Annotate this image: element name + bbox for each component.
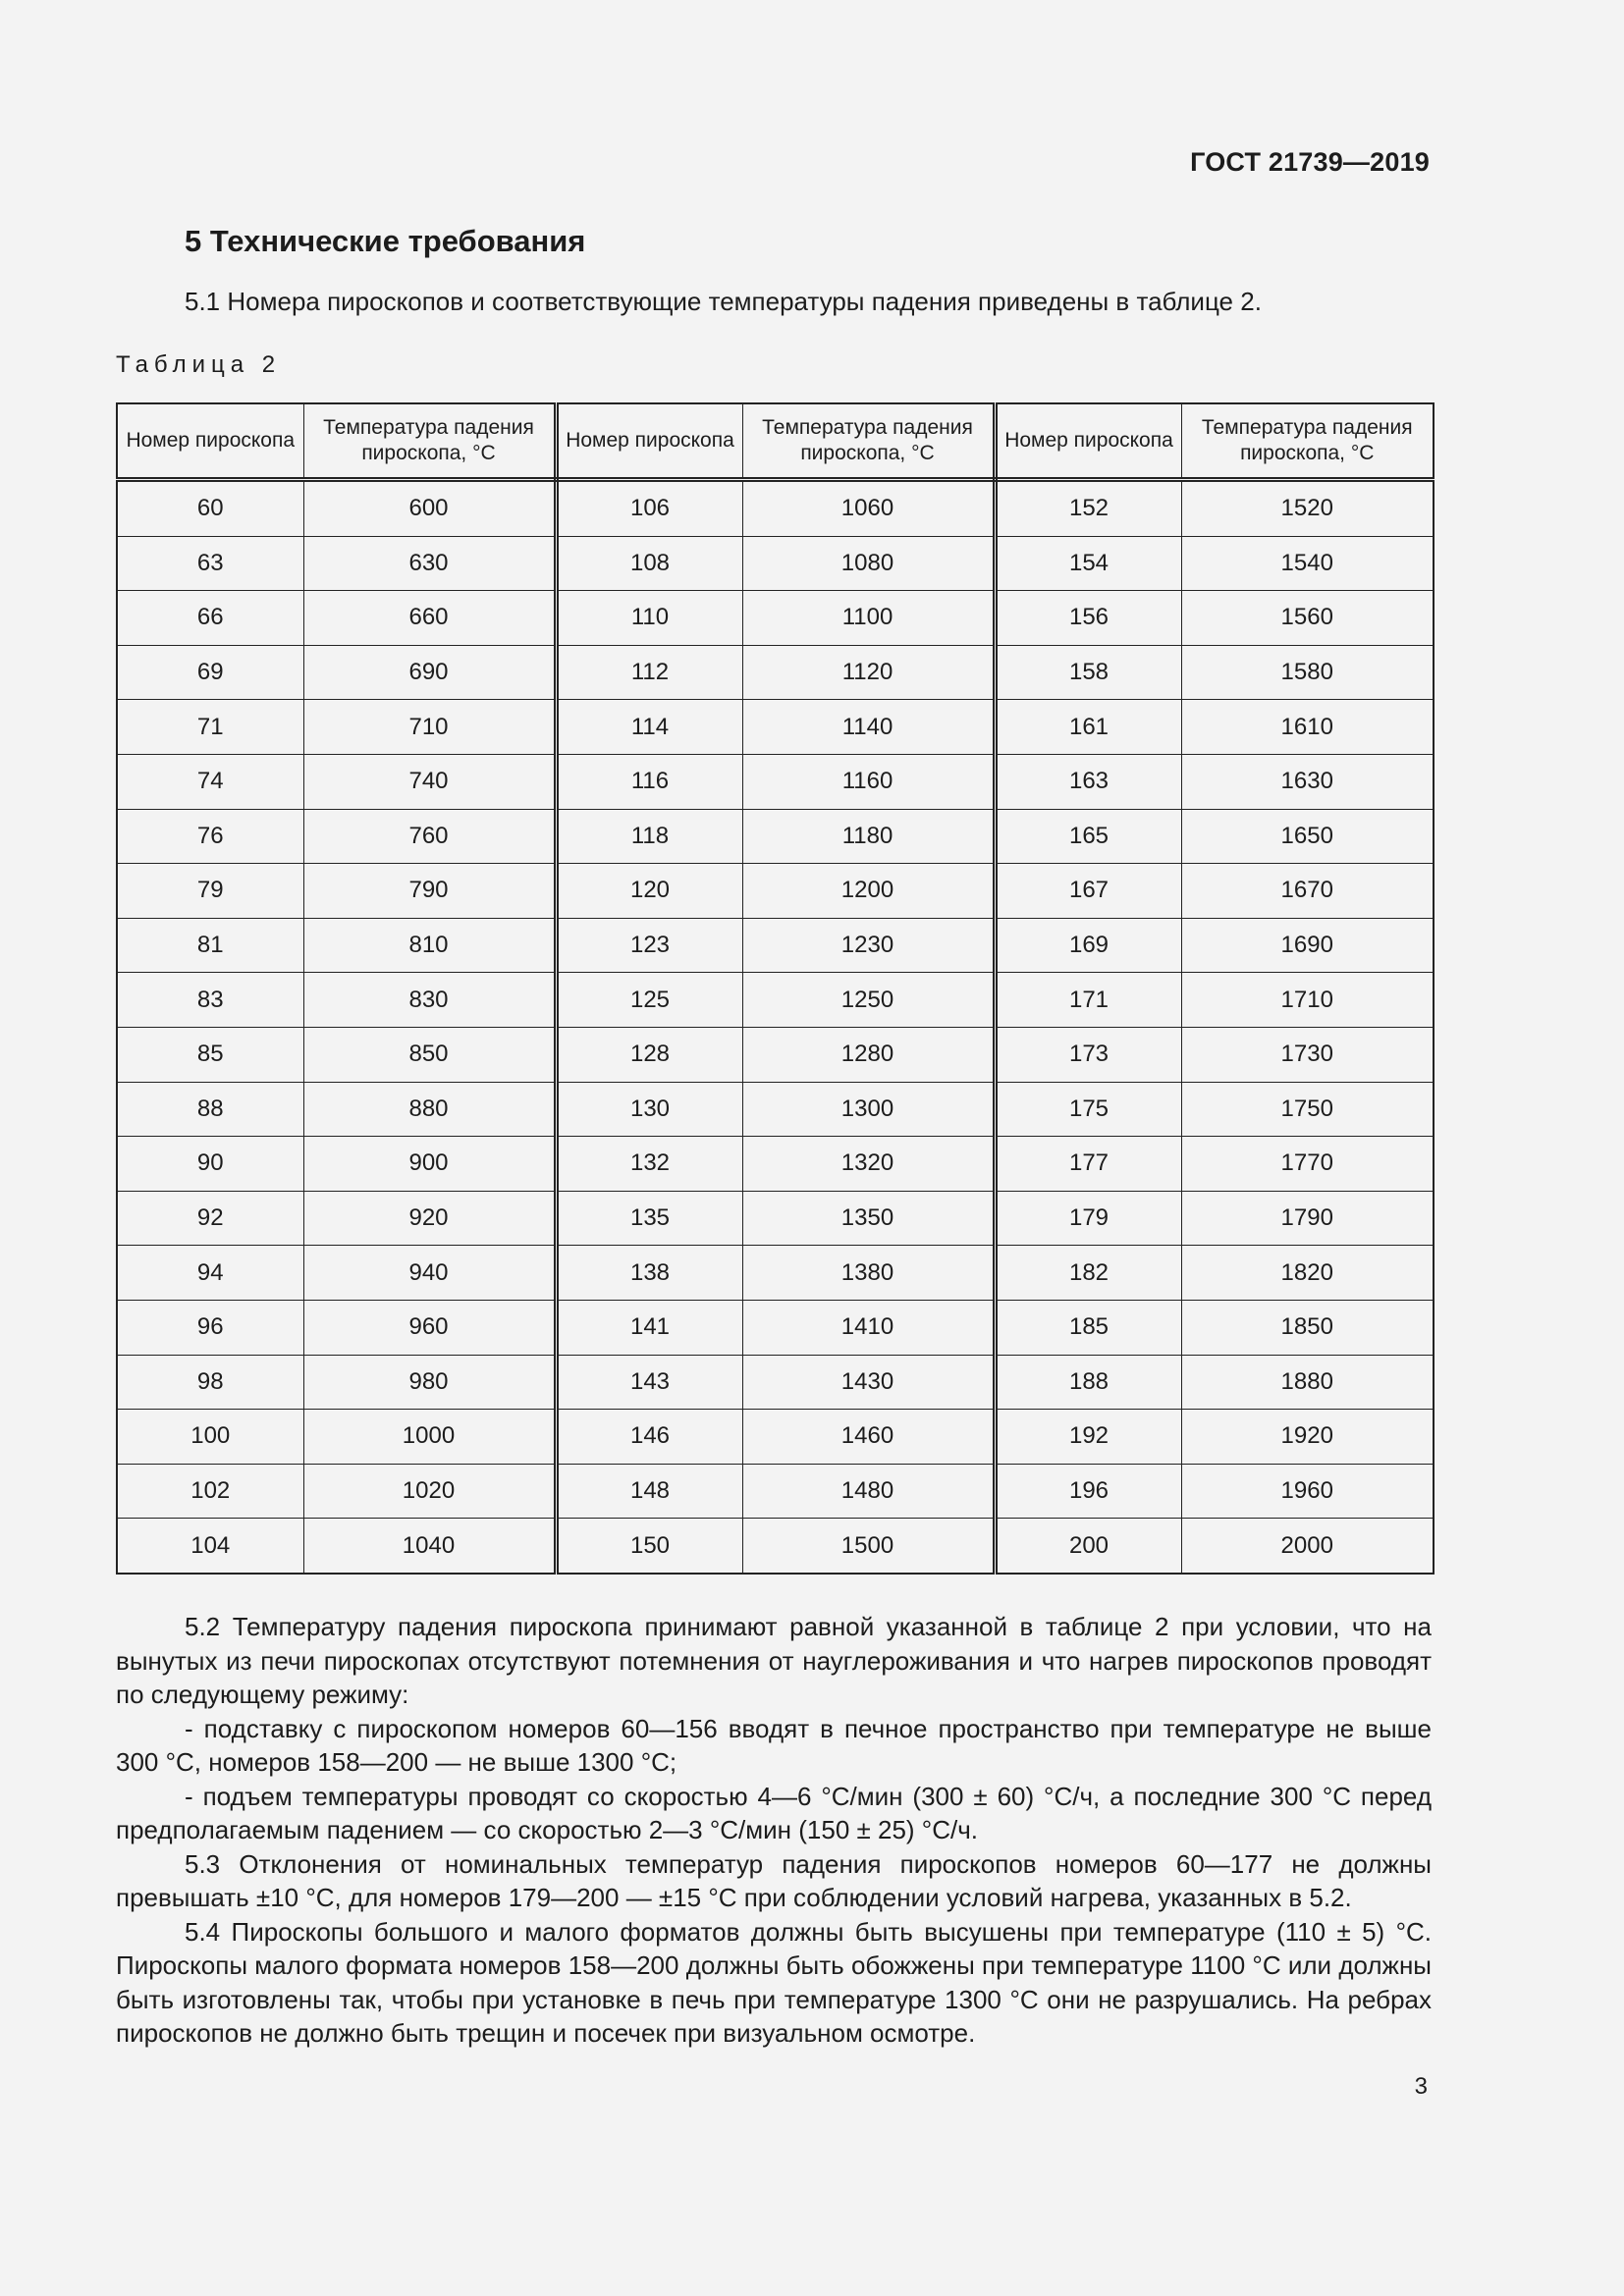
fall-temperature-cell: 1500 xyxy=(742,1519,995,1574)
fall-temperature-cell: 1230 xyxy=(742,918,995,973)
fall-temperature-cell: 830 xyxy=(303,973,556,1028)
header-temperature: Температура падения пироскопа, °С xyxy=(742,403,995,480)
pyroscope-number-cell: 200 xyxy=(995,1519,1181,1574)
table-row xyxy=(117,754,1434,809)
fall-temperature-cell: 1610 xyxy=(1181,700,1434,755)
pyroscope-number-cell: 177 xyxy=(995,1137,1181,1192)
table-caption: Таблица 2 xyxy=(116,351,282,378)
table-row xyxy=(117,1027,1434,1082)
pyroscope-number-cell: 132 xyxy=(556,1137,742,1192)
pyroscope-number-cell: 138 xyxy=(556,1246,742,1301)
table-row xyxy=(117,1519,1434,1574)
fall-temperature-cell: 1770 xyxy=(1181,1137,1434,1192)
table-row xyxy=(117,918,1434,973)
fall-temperature-cell: 710 xyxy=(303,700,556,755)
fall-temperature-cell: 980 xyxy=(303,1355,556,1410)
fall-temperature-cell: 1380 xyxy=(742,1246,995,1301)
pyroscope-number-cell: 110 xyxy=(556,591,742,646)
header-temperature: Температура падения пироскопа, °С xyxy=(303,403,556,480)
fall-temperature-cell: 1820 xyxy=(1181,1246,1434,1301)
pyroscope-number-cell: 125 xyxy=(556,973,742,1028)
fall-temperature-cell: 1300 xyxy=(742,1082,995,1137)
fall-temperature-cell: 790 xyxy=(303,864,556,919)
pyroscope-number-cell: 63 xyxy=(117,536,303,591)
table-row xyxy=(117,1355,1434,1410)
table-row xyxy=(117,700,1434,755)
pyroscope-number-cell: 185 xyxy=(995,1300,1181,1355)
pyroscope-number-cell: 81 xyxy=(117,918,303,973)
pyroscope-number-cell: 79 xyxy=(117,864,303,919)
pyroscope-number-cell: 120 xyxy=(556,864,742,919)
fall-temperature-cell: 600 xyxy=(303,480,556,537)
pyroscope-number-cell: 130 xyxy=(556,1082,742,1137)
pyroscope-number-cell: 76 xyxy=(117,809,303,864)
table-row xyxy=(117,1464,1434,1519)
fall-temperature-cell: 1040 xyxy=(303,1519,556,1574)
pyroscope-number-cell: 83 xyxy=(117,973,303,1028)
pyroscope-number-cell: 92 xyxy=(117,1191,303,1246)
table-row xyxy=(117,480,1434,537)
fall-temperature-cell: 1120 xyxy=(742,645,995,700)
header-number: Номер пироскопа xyxy=(556,403,742,480)
pyroscope-number-cell: 158 xyxy=(995,645,1181,700)
paragraph-5-3: 5.3 Отклонения от номинальных температур падения пироскопов номеров 60—177 не должны превышать ±10 °С, для номеров 179—200 — ±15 °С при соблюдении условий нагрева, указанных в 5.2. xyxy=(116,1848,1432,1912)
fall-temperature-cell: 1020 xyxy=(303,1464,556,1519)
pyroscope-number-cell: 161 xyxy=(995,700,1181,755)
paragraph-5-1: 5.1 Номера пироскопов и соответствующие температуры падения приведены в таблице 2. xyxy=(185,287,1262,316)
fall-temperature-cell: 1480 xyxy=(742,1464,995,1519)
pyroscope-number-cell: 128 xyxy=(556,1027,742,1082)
pyroscope-number-cell: 171 xyxy=(995,973,1181,1028)
table-row xyxy=(117,864,1434,919)
fall-temperature-cell: 1000 xyxy=(303,1410,556,1465)
pyroscope-number-cell: 108 xyxy=(556,536,742,591)
pyroscope-number-cell: 96 xyxy=(117,1300,303,1355)
table-header-row xyxy=(117,403,1434,480)
fall-temperature-cell: 1690 xyxy=(1181,918,1434,973)
fall-temperature-cell: 1320 xyxy=(742,1137,995,1192)
list-item: - подставку с пироскопом номеров 60—156 вводят в печное пространство при температуре не выше 300 °С, номеров 158—200 — не выше 1300 °С; xyxy=(116,1713,1432,1777)
pyroscope-number-cell: 182 xyxy=(995,1246,1181,1301)
fall-temperature-cell: 1880 xyxy=(1181,1355,1434,1410)
pyroscope-number-cell: 156 xyxy=(995,591,1181,646)
fall-temperature-cell: 1580 xyxy=(1181,645,1434,700)
pyroscope-number-cell: 88 xyxy=(117,1082,303,1137)
table-row xyxy=(117,1410,1434,1465)
pyroscope-number-cell: 116 xyxy=(556,754,742,809)
fall-temperature-cell: 900 xyxy=(303,1137,556,1192)
pyroscope-number-cell: 150 xyxy=(556,1519,742,1574)
table-row xyxy=(117,1082,1434,1137)
pyroscope-number-cell: 98 xyxy=(117,1355,303,1410)
fall-temperature-cell: 660 xyxy=(303,591,556,646)
pyroscope-number-cell: 141 xyxy=(556,1300,742,1355)
fall-temperature-cell: 690 xyxy=(303,645,556,700)
pyroscope-number-cell: 192 xyxy=(995,1410,1181,1465)
pyroscope-number-cell: 196 xyxy=(995,1464,1181,1519)
fall-temperature-cell: 1630 xyxy=(1181,754,1434,809)
paragraph-5-4: 5.4 Пироскопы большого и малого форматов должны быть высушены при температуре (110 ± 5) °С. Пироскопы малого формата номеров 158—200 должны быть обожжены при температуре 1100 °С или должны быть изготовлены так, чтобы при установке в печь при температуре 1300 °С они не разрушались. На ребрах пироскопов не должно быть трещин и посечек при визуальном осмотре. xyxy=(116,1916,1432,2048)
section-title: 5 Технические требования xyxy=(185,224,586,258)
pyroscope-number-cell: 71 xyxy=(117,700,303,755)
fall-temperature-cell: 1960 xyxy=(1181,1464,1434,1519)
table-row xyxy=(117,1191,1434,1246)
body-text xyxy=(116,1610,1432,2051)
fall-temperature-cell: 1460 xyxy=(742,1410,995,1465)
fall-temperature-cell: 1080 xyxy=(742,536,995,591)
pyroscope-number-cell: 118 xyxy=(556,809,742,864)
pyroscope-number-cell: 154 xyxy=(995,536,1181,591)
fall-temperature-cell: 630 xyxy=(303,536,556,591)
pyroscope-number-cell: 106 xyxy=(556,480,742,537)
fall-temperature-cell: 880 xyxy=(303,1082,556,1137)
pyroscope-number-cell: 175 xyxy=(995,1082,1181,1137)
pyroscope-number-cell: 90 xyxy=(117,1137,303,1192)
fall-temperature-cell: 1060 xyxy=(742,480,995,537)
table-row xyxy=(117,973,1434,1028)
pyroscope-number-cell: 85 xyxy=(117,1027,303,1082)
pyroscope-number-cell: 188 xyxy=(995,1355,1181,1410)
fall-temperature-cell: 1920 xyxy=(1181,1410,1434,1465)
fall-temperature-cell: 1520 xyxy=(1181,480,1434,537)
pyroscope-number-cell: 163 xyxy=(995,754,1181,809)
pyroscope-number-cell: 143 xyxy=(556,1355,742,1410)
fall-temperature-cell: 760 xyxy=(303,809,556,864)
table-row xyxy=(117,1137,1434,1192)
fall-temperature-cell: 1750 xyxy=(1181,1082,1434,1137)
table-row xyxy=(117,1246,1434,1301)
fall-temperature-cell: 810 xyxy=(303,918,556,973)
pyroscope-number-cell: 123 xyxy=(556,918,742,973)
pyroscope-number-cell: 179 xyxy=(995,1191,1181,1246)
pyroscope-number-cell: 152 xyxy=(995,480,1181,537)
fall-temperature-cell: 1710 xyxy=(1181,973,1434,1028)
pyroscope-number-cell: 100 xyxy=(117,1410,303,1465)
fall-temperature-cell: 1250 xyxy=(742,973,995,1028)
table-row xyxy=(117,645,1434,700)
fall-temperature-cell: 1560 xyxy=(1181,591,1434,646)
pyroscope-number-cell: 167 xyxy=(995,864,1181,919)
table-row xyxy=(117,1300,1434,1355)
list-item: - подъем температуры проводят со скоростью 4—6 °С/мин (300 ± 60) °С/ч, а последние 300 °С перед предполагаемым падением — со скоростью 2—3 °С/мин (150 ± 25) °С/ч. xyxy=(116,1781,1432,1844)
fall-temperature-cell: 1850 xyxy=(1181,1300,1434,1355)
table-row xyxy=(117,591,1434,646)
header-number: Номер пироскопа xyxy=(995,403,1181,480)
pyroscope-number-cell: 94 xyxy=(117,1246,303,1301)
pyroscope-number-cell: 173 xyxy=(995,1027,1181,1082)
pyroscope-number-cell: 102 xyxy=(117,1464,303,1519)
fall-temperature-cell: 1730 xyxy=(1181,1027,1434,1082)
table-row xyxy=(117,536,1434,591)
header-temperature: Температура падения пироскопа, °С xyxy=(1181,403,1434,480)
fall-temperature-cell: 1670 xyxy=(1181,864,1434,919)
fall-temperature-cell: 1280 xyxy=(742,1027,995,1082)
fall-temperature-cell: 1200 xyxy=(742,864,995,919)
fall-temperature-cell: 2000 xyxy=(1181,1519,1434,1574)
pyroscope-number-cell: 112 xyxy=(556,645,742,700)
pyroscope-number-cell: 74 xyxy=(117,754,303,809)
paragraph-5-2: 5.2 Температуру падения пироскопа принимают равной указанной в таблице 2 при условии, что на вынутых из печи пироскопах отсутствуют потемнения от науглероживания и что нагрев пироскопов проводят по следующему режиму: xyxy=(116,1612,1432,1709)
fall-temperature-cell: 1540 xyxy=(1181,536,1434,591)
page-number: 3 xyxy=(1414,2073,1428,2100)
pyroscope-number-cell: 135 xyxy=(556,1191,742,1246)
pyroscope-number-cell: 69 xyxy=(117,645,303,700)
pyroscope-number-cell: 104 xyxy=(117,1519,303,1574)
fall-temperature-cell: 1410 xyxy=(742,1300,995,1355)
fall-temperature-cell: 1650 xyxy=(1181,809,1434,864)
pyroscope-number-cell: 66 xyxy=(117,591,303,646)
fall-temperature-cell: 850 xyxy=(303,1027,556,1082)
pyroscope-temperature-table xyxy=(116,402,1435,1575)
header-number: Номер пироскопа xyxy=(117,403,303,480)
fall-temperature-cell: 1160 xyxy=(742,754,995,809)
fall-temperature-cell: 1100 xyxy=(742,591,995,646)
fall-temperature-cell: 1790 xyxy=(1181,1191,1434,1246)
fall-temperature-cell: 960 xyxy=(303,1300,556,1355)
fall-temperature-cell: 740 xyxy=(303,754,556,809)
pyroscope-number-cell: 146 xyxy=(556,1410,742,1465)
pyroscope-number-cell: 165 xyxy=(995,809,1181,864)
table-row xyxy=(117,809,1434,864)
fall-temperature-cell: 1180 xyxy=(742,809,995,864)
pyroscope-number-cell: 60 xyxy=(117,480,303,537)
document-code: ГОСТ 21739—2019 xyxy=(1190,147,1430,177)
pyroscope-number-cell: 169 xyxy=(995,918,1181,973)
fall-temperature-cell: 940 xyxy=(303,1246,556,1301)
pyroscope-number-cell: 114 xyxy=(556,700,742,755)
fall-temperature-cell: 1430 xyxy=(742,1355,995,1410)
fall-temperature-cell: 920 xyxy=(303,1191,556,1246)
fall-temperature-cell: 1140 xyxy=(742,700,995,755)
fall-temperature-cell: 1350 xyxy=(742,1191,995,1246)
table-body xyxy=(117,480,1434,1574)
pyroscope-number-cell: 148 xyxy=(556,1464,742,1519)
